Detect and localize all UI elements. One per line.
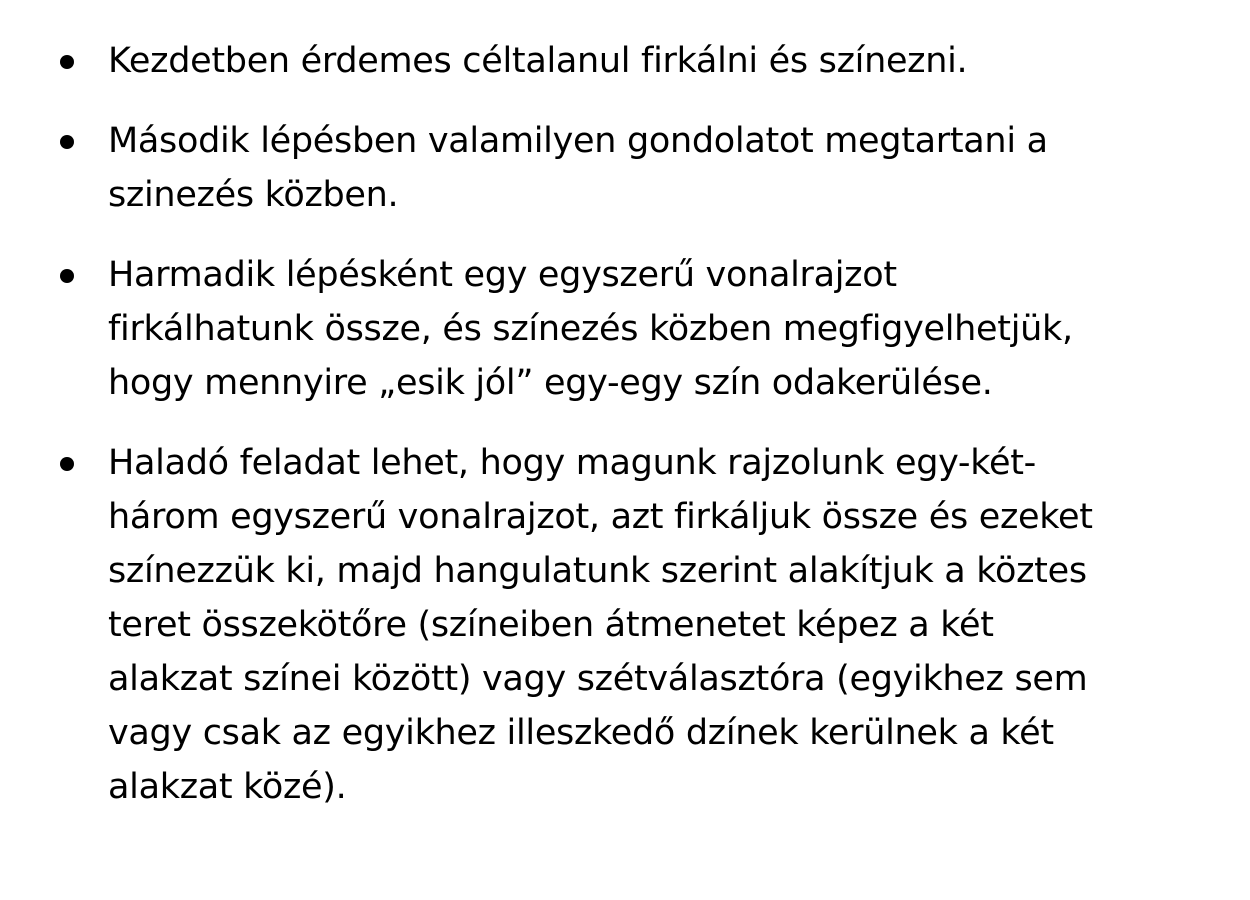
bullet-text-line: Haladó feladat lehet, hogy magunk rajzolunk egy-két- <box>108 443 1036 483</box>
bullet-text-line: firkálhatunk össze, és színezés közben megfigyelhetjük, <box>108 309 1073 349</box>
bullet-text-line: szinezés közben. <box>108 175 399 215</box>
bullet-item-2 <box>60 114 1210 222</box>
bullet-text-line: színezzük ki, majd hangulatunk szerint alakítjuk a köztes <box>108 551 1087 591</box>
bullet-text-line: hogy mennyire „esik jól” egy-egy szín odakerülése. <box>108 363 993 403</box>
bullet-text-line: Második lépésben valamilyen gondolatot megtartani a <box>108 121 1048 161</box>
bullet-icon <box>60 55 74 69</box>
bullet-text-line: alakzat színei között) vagy szétválasztóra (egyikhez sem <box>108 659 1088 699</box>
bullet-text-line: vagy csak az egyikhez illeszkedő dzínek kerülnek a két <box>108 713 1054 753</box>
bullet-list <box>60 34 1210 840</box>
bullet-text-line: Kezdetben érdemes céltalanul firkálni és színezni. <box>108 41 968 81</box>
bullet-item-3 <box>60 248 1210 410</box>
bullet-icon <box>60 269 74 283</box>
bullet-icon <box>60 457 74 471</box>
bullet-icon <box>60 135 74 149</box>
bullet-text-line: teret összekötőre (színeiben átmenetet képez a két <box>108 605 994 645</box>
bullet-item-1 <box>60 34 1210 88</box>
bullet-text-line: Harmadik lépésként egy egyszerű vonalrajzot <box>108 255 897 295</box>
bullet-text-line: alakzat közé). <box>108 767 347 807</box>
bullet-text-line: három egyszerű vonalrajzot, azt firkáljuk össze és ezeket <box>108 497 1093 537</box>
bullet-item-4 <box>60 436 1210 814</box>
